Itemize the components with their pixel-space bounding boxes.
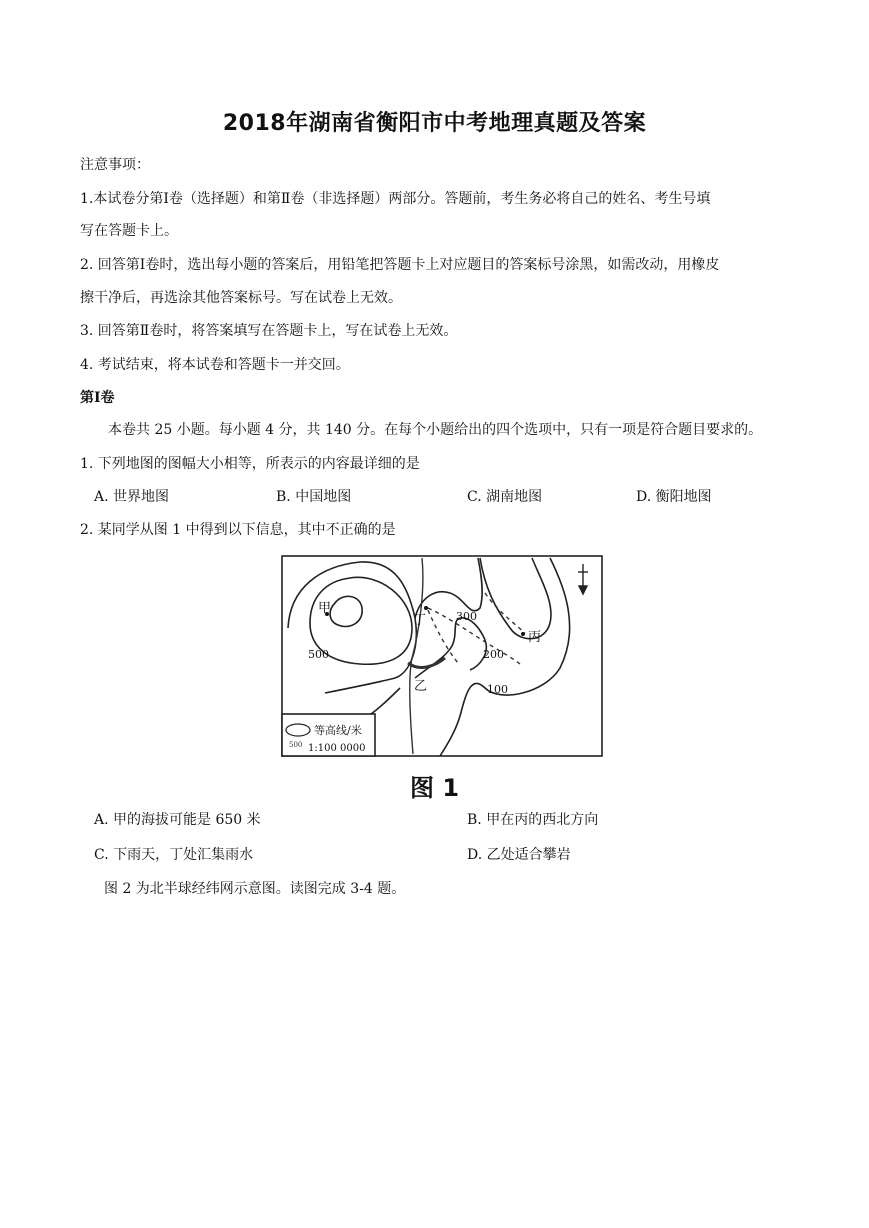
question-2-stem: 2. 某同学从图 1 中得到以下信息，其中不正确的是 — [80, 522, 396, 538]
map-legend — [282, 714, 375, 756]
notice-item-4: 4. 考试结束，将本试卷和答题卡一并交回。 — [80, 357, 350, 373]
legend-500: 500 — [289, 741, 303, 749]
notice-item-2-line-1: 2. 回答第Ⅰ卷时，选出每小题的答案后，用铅笔把答题卡上对应题目的答案标号涂黑，如需改动，用橡皮 — [80, 257, 720, 273]
question-2-option-b: B. 甲在丙的西北方向 — [467, 812, 599, 828]
label-contour-500: 500 — [308, 648, 329, 661]
label-contour-100: 100 — [487, 683, 508, 696]
notice-item-2-line-2: 擦干净后，再选涂其他答案标号。写在试卷上无效。 — [80, 290, 402, 306]
question-1-option-a: A. 世界地图 — [94, 489, 170, 505]
question-1-option-c: C. 湖南地图 — [467, 489, 543, 505]
north-arrow-icon — [578, 564, 588, 594]
legend-title: 等高线/米 — [314, 724, 362, 737]
label-contour-300: 300 — [456, 610, 477, 623]
question-1-option-d: D. 衡阳地图 — [636, 489, 712, 505]
section-intro: 本卷共 25 小题。每小题 4 分，共 140 分。在每个小题给出的四个选项中，只有一项是符合题目要求的。 — [108, 422, 763, 438]
notice-heading: 注意事项： — [80, 157, 150, 173]
question-1-stem: 1. 下列地图的图幅大小相等，所表示的内容最详细的是 — [80, 456, 420, 472]
contour-summit — [330, 596, 362, 626]
page-title: 2018年湖南省衡阳市中考地理真题及答案 — [222, 111, 647, 136]
legend-scale: 1:100 0000 — [308, 743, 366, 754]
point-bing — [521, 632, 525, 636]
question-2-option-d: D. 乙处适合攀岩 — [467, 847, 571, 863]
question-2-option-a: A. 甲的海拔可能是 650 米 — [94, 812, 261, 828]
notice-item-3: 3. 回答第Ⅱ卷时，将答案填写在答题卡上，写在试卷上无效。 — [80, 323, 458, 339]
road-line — [410, 558, 423, 754]
question-2-option-c: C. 下雨天，丁处汇集雨水 — [94, 847, 254, 863]
notice-item-1-line-2: 写在答题卡上。 — [80, 223, 178, 239]
section-heading: 第Ⅰ卷 — [80, 390, 115, 406]
figure-1-caption: 图 1 — [409, 774, 460, 802]
label-yi: 乙 — [414, 679, 428, 694]
contour-100 — [440, 558, 570, 756]
label-jia: 甲 — [318, 601, 332, 616]
question-1-option-b: B. 中国地图 — [276, 489, 352, 505]
contour-map-figure — [280, 548, 606, 760]
point-ding — [424, 606, 428, 610]
notice-item-1-line-1: 1.本试卷分第Ⅰ卷（选择题）和第Ⅱ卷（非选择题）两部分。答题前，考生务必将自己的姓名、考生号填 — [80, 191, 711, 207]
label-bing: 丙 — [528, 630, 542, 645]
contour-200 — [480, 558, 551, 639]
label-ding: 丁 — [413, 613, 427, 628]
contour-300-west — [288, 562, 416, 693]
questions-3-4-intro: 图 2 为北半球经纬网示意图。读图完成 3-4 题。 — [104, 881, 406, 897]
label-contour-200: 200 — [483, 648, 504, 661]
